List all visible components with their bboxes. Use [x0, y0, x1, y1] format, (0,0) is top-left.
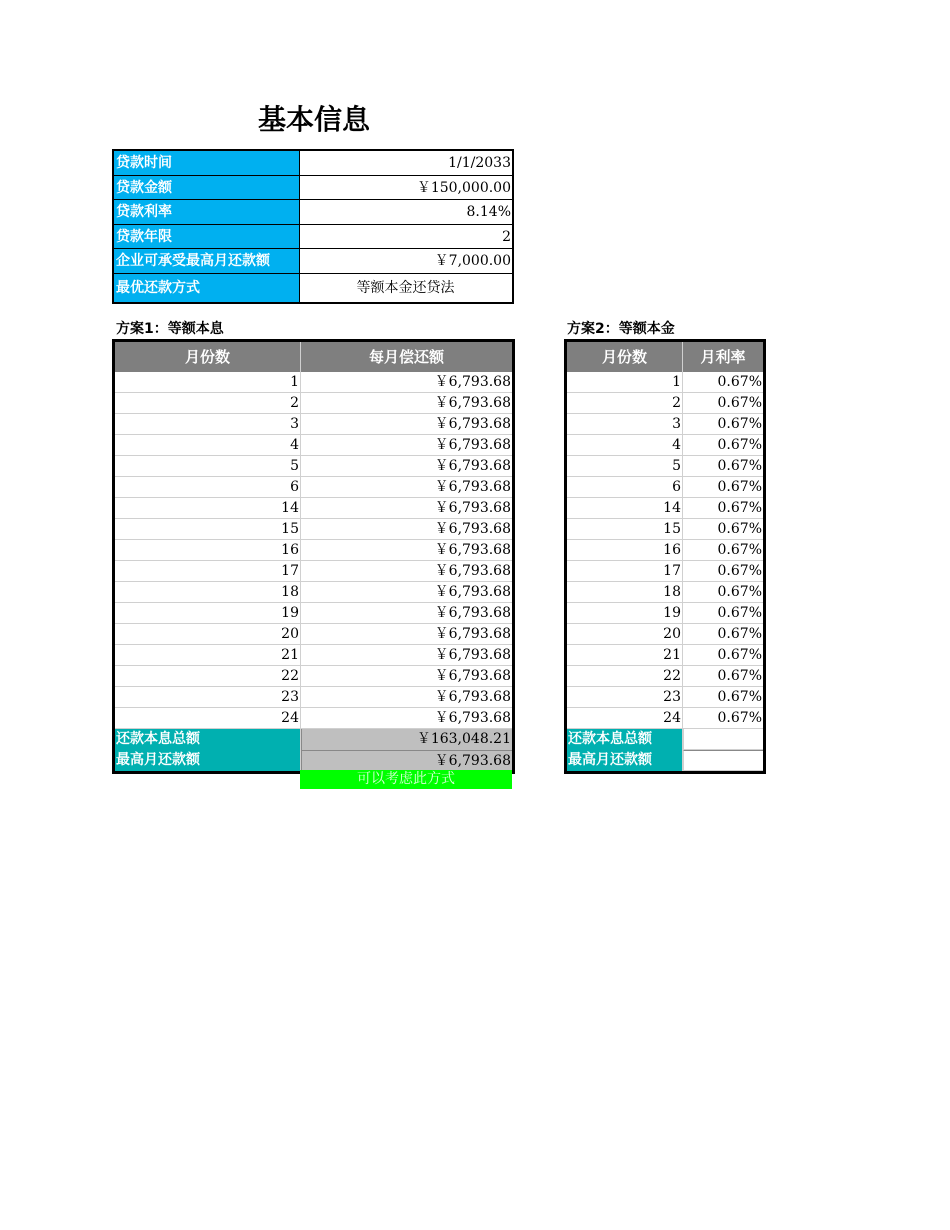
- value-cell[interactable]: ￥6,793.68: [434, 626, 511, 642]
- max-label[interactable]: 最高月还款额: [115, 750, 301, 771]
- month-cell[interactable]: 20: [115, 624, 301, 644]
- month-cell[interactable]: 24: [115, 708, 301, 728]
- total-label[interactable]: 还款本息总额: [567, 729, 683, 750]
- table-row: [115, 540, 512, 561]
- month-cell[interactable]: 14: [115, 498, 301, 518]
- table-row: [567, 582, 763, 603]
- value-cell[interactable]: ￥6,793.68: [434, 647, 511, 663]
- month-cell[interactable]: 1: [567, 372, 683, 392]
- table-row: [567, 666, 763, 687]
- value-cell[interactable]: ￥6,793.68: [434, 710, 511, 726]
- value-cell[interactable]: 0.67%: [717, 521, 762, 537]
- value-cell[interactable]: ￥6,793.68: [434, 521, 511, 537]
- month-cell[interactable]: 21: [567, 645, 683, 665]
- month-cell[interactable]: 17: [567, 561, 683, 581]
- month-cell[interactable]: 19: [567, 603, 683, 623]
- max-value[interactable]: [683, 750, 763, 771]
- value-cell[interactable]: ￥6,793.68: [434, 416, 511, 432]
- table-row: [567, 477, 763, 498]
- month-cell[interactable]: 19: [115, 603, 301, 623]
- value-cell[interactable]: 0.67%: [717, 647, 762, 663]
- page-title: 基本信息: [258, 103, 371, 136]
- month-cell[interactable]: 4: [567, 435, 683, 455]
- header-month[interactable]: 月份数: [567, 342, 683, 372]
- value-cell[interactable]: 0.67%: [717, 668, 762, 684]
- month-cell[interactable]: 18: [115, 582, 301, 602]
- table-row: [115, 498, 512, 519]
- info-label[interactable]: 贷款时间: [114, 151, 300, 175]
- value-cell[interactable]: 0.67%: [717, 626, 762, 642]
- value-cell[interactable]: ￥6,793.68: [434, 395, 511, 411]
- table-row: [115, 414, 512, 435]
- plan1-table: [112, 339, 515, 774]
- plan2-table: [564, 339, 766, 774]
- info-value[interactable]: 等额本金还贷法: [356, 279, 455, 296]
- table-row: [115, 456, 512, 477]
- table-row: [567, 624, 763, 645]
- value-cell[interactable]: ￥6,793.68: [434, 437, 511, 453]
- month-cell[interactable]: 3: [567, 414, 683, 434]
- table-row: [567, 414, 763, 435]
- value-cell[interactable]: 0.67%: [717, 437, 762, 453]
- month-cell[interactable]: 17: [115, 561, 301, 581]
- value-cell[interactable]: 0.67%: [717, 395, 762, 411]
- month-cell[interactable]: 21: [115, 645, 301, 665]
- table-row: [115, 624, 512, 645]
- value-cell[interactable]: ￥6,793.68: [434, 668, 511, 684]
- table-row: [115, 372, 512, 393]
- total-label[interactable]: 还款本息总额: [115, 729, 301, 750]
- table-row: [115, 582, 512, 603]
- month-cell[interactable]: 5: [567, 456, 683, 476]
- info-row: [114, 225, 512, 250]
- table-row: [115, 687, 512, 708]
- table-row: [567, 687, 763, 708]
- table-row: [115, 393, 512, 414]
- info-label[interactable]: 贷款金额: [114, 176, 300, 200]
- value-cell[interactable]: 0.67%: [717, 458, 762, 474]
- table-row: [115, 435, 512, 456]
- header-monthly-rate[interactable]: 月利率: [700, 348, 746, 366]
- month-cell[interactable]: 18: [567, 582, 683, 602]
- table-row: [115, 561, 512, 582]
- value-cell[interactable]: 0.67%: [717, 563, 762, 579]
- table-row: [567, 561, 763, 582]
- month-cell[interactable]: 23: [567, 687, 683, 707]
- info-row: [114, 151, 512, 176]
- value-cell[interactable]: ￥6,793.68: [434, 374, 511, 390]
- value-cell[interactable]: 0.67%: [717, 710, 762, 726]
- info-value[interactable]: 2: [502, 228, 511, 245]
- value-cell[interactable]: ￥6,793.68: [434, 542, 511, 558]
- value-cell[interactable]: 0.67%: [717, 689, 762, 705]
- table-row: [567, 435, 763, 456]
- value-cell[interactable]: ￥6,793.68: [434, 605, 511, 621]
- info-value[interactable]: 8.14%: [466, 204, 511, 220]
- table-row: [115, 603, 512, 624]
- info-label[interactable]: 贷款年限: [114, 225, 300, 249]
- value-cell[interactable]: 0.67%: [717, 479, 762, 495]
- info-value[interactable]: ￥7,000.00: [434, 253, 511, 269]
- month-cell[interactable]: 1: [115, 372, 301, 392]
- month-cell[interactable]: 22: [115, 666, 301, 686]
- plan2-max-row: [567, 750, 763, 771]
- plan1-max-row: [115, 750, 512, 771]
- month-cell[interactable]: 23: [115, 687, 301, 707]
- table-row: [567, 519, 763, 540]
- table-row: [567, 372, 763, 393]
- info-row: [114, 249, 512, 274]
- month-cell[interactable]: 15: [567, 519, 683, 539]
- table-row: [567, 498, 763, 519]
- info-row: [114, 274, 512, 302]
- table-row: [115, 645, 512, 666]
- plan1-title: 方案1：等额本息: [116, 321, 224, 337]
- value-cell[interactable]: 0.67%: [717, 542, 762, 558]
- month-cell[interactable]: 6: [567, 477, 683, 497]
- table-row: [567, 708, 763, 729]
- table-row: [115, 708, 512, 729]
- plan1-total-row: [115, 729, 512, 750]
- info-value[interactable]: ￥150,000.00: [416, 179, 511, 196]
- value-cell[interactable]: 0.67%: [717, 500, 762, 516]
- value-cell[interactable]: ￥6,793.68: [434, 458, 511, 474]
- value-cell[interactable]: 0.67%: [717, 584, 762, 600]
- table-row: [567, 603, 763, 624]
- plan2-title: 方案2：等额本金: [567, 321, 675, 337]
- month-cell[interactable]: 4: [115, 435, 301, 455]
- table-row: [115, 477, 512, 498]
- table-row: [567, 540, 763, 561]
- basic-info-table: [112, 149, 514, 304]
- month-cell[interactable]: 2: [567, 393, 683, 413]
- plan1-header: [115, 342, 512, 372]
- month-cell[interactable]: 24: [567, 708, 683, 728]
- table-row: [567, 393, 763, 414]
- value-cell[interactable]: ￥6,793.68: [434, 563, 511, 579]
- value-cell[interactable]: ￥6,793.68: [434, 500, 511, 516]
- info-label[interactable]: 企业可承受最高月还款额: [114, 249, 300, 273]
- max-value[interactable]: ￥6,793.68: [301, 750, 512, 771]
- month-cell[interactable]: 15: [115, 519, 301, 539]
- info-label[interactable]: 最优还款方式: [114, 274, 300, 302]
- info-row: [114, 176, 512, 201]
- plan2-header: [567, 342, 763, 372]
- month-cell[interactable]: 6: [115, 477, 301, 497]
- month-cell[interactable]: 2: [115, 393, 301, 413]
- header-monthly-payment[interactable]: 每月偿还额: [368, 348, 444, 366]
- info-label[interactable]: 贷款利率: [114, 200, 300, 224]
- total-value[interactable]: [683, 729, 763, 750]
- month-cell[interactable]: 22: [567, 666, 683, 686]
- recommendation-note[interactable]: 可以考虑此方式: [300, 770, 512, 789]
- value-cell[interactable]: 0.67%: [717, 605, 762, 621]
- month-cell[interactable]: 16: [567, 540, 683, 560]
- table-row: [115, 666, 512, 687]
- table-row: [567, 456, 763, 477]
- table-row: [567, 645, 763, 666]
- month-cell[interactable]: 20: [567, 624, 683, 644]
- header-month[interactable]: 月份数: [115, 342, 301, 372]
- value-cell[interactable]: ￥6,793.68: [434, 479, 511, 495]
- info-value[interactable]: 1/1/2033: [448, 155, 511, 171]
- max-label[interactable]: 最高月还款额: [567, 750, 683, 771]
- month-cell[interactable]: 5: [115, 456, 301, 476]
- month-cell[interactable]: 16: [115, 540, 301, 560]
- info-row: [114, 200, 512, 225]
- month-cell[interactable]: 14: [567, 498, 683, 518]
- value-cell[interactable]: ￥6,793.68: [434, 584, 511, 600]
- plan2-total-row: [567, 729, 763, 750]
- value-cell[interactable]: 0.67%: [717, 374, 762, 390]
- total-value[interactable]: ￥163,048.21: [301, 729, 512, 750]
- value-cell[interactable]: 0.67%: [717, 416, 762, 432]
- month-cell[interactable]: 3: [115, 414, 301, 434]
- value-cell[interactable]: ￥6,793.68: [434, 689, 511, 705]
- table-row: [115, 519, 512, 540]
